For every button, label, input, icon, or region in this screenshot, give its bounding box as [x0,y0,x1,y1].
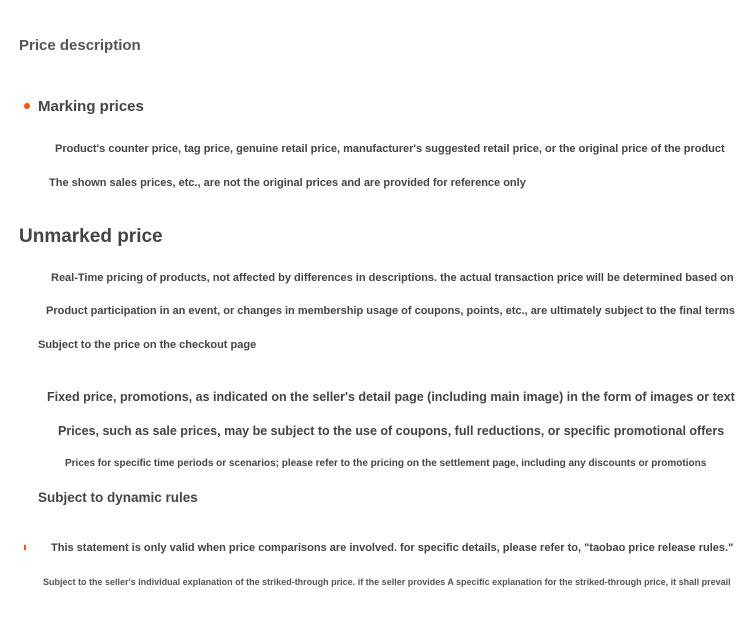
statement-line-2: Subject to the seller's individual explanation of the striked-through price. if the seller provides A specific explanation for the striked-through price, it shall prevail [43,577,731,587]
statement-line-1: This statement is only valid when price comparisons are involved. for specific details, please refer to, "taobao price release rules." [51,542,734,554]
page-title: Price description [19,37,141,54]
dynamic-rules-heading: Subject to dynamic rules [38,490,198,505]
fixed-price-line-3: Prices for specific time periods or scenarios; please refer to the pricing on the settlement page, including any discounts or promotions [65,458,707,469]
bullet-tick-icon [24,545,26,550]
marking-prices-heading: Marking prices [38,98,144,115]
unmarked-line-2: Product participation in an event, or changes in membership usage of coupons, points, etc., are ultimately subject to the final terms [46,305,735,317]
bullet-dot-icon [24,103,30,109]
unmarked-line-3: Subject to the price on the checkout page [38,339,257,351]
marking-line-1: Product's counter price, tag price, genuine retail price, manufacturer's suggested retail price, or the original price of the product [55,143,725,155]
unmarked-line-1: Real-Time pricing of products, not affected by differences in descriptions. the actual transaction price will be determined based on [51,272,734,284]
marking-line-2: The shown sales prices, etc., are not the original prices and are provided for reference only [49,177,526,189]
unmarked-price-heading: Unmarked price [19,226,163,247]
fixed-price-line-2: Prices, such as sale prices, may be subject to the use of coupons, full reductions, or specific promotional offers [58,424,725,438]
fixed-price-line-1: Fixed price, promotions, as indicated on the seller's detail page (including main image) in the form of images or text [47,390,735,404]
